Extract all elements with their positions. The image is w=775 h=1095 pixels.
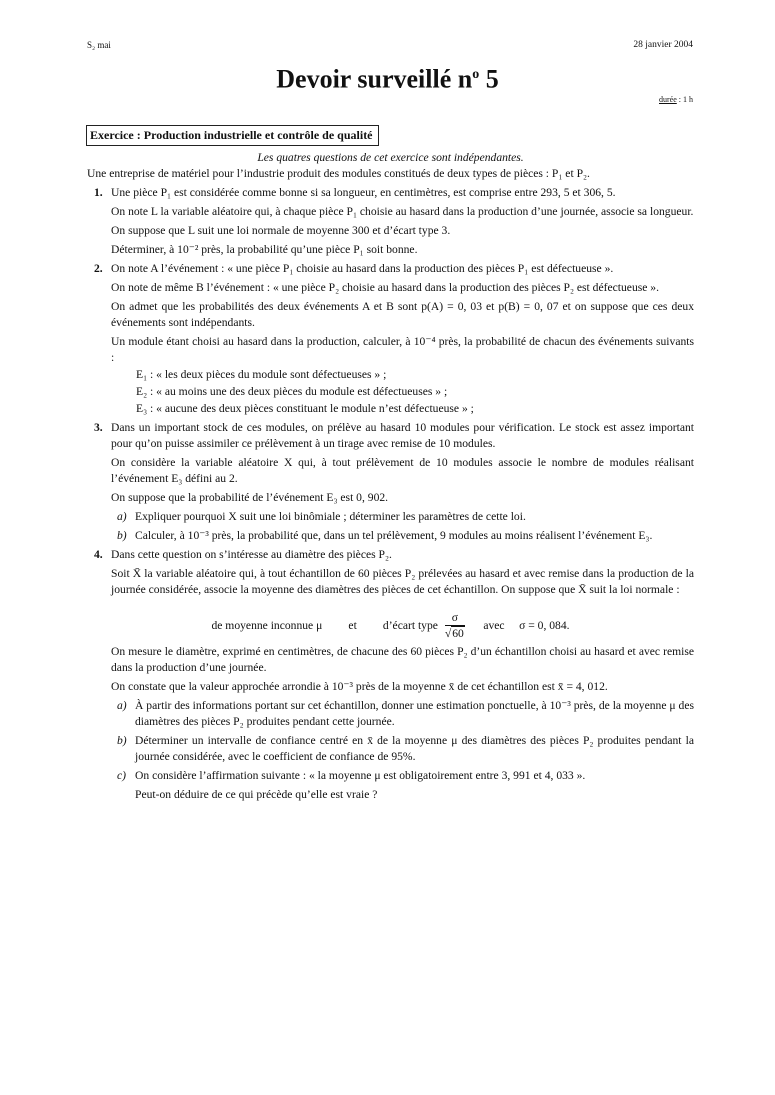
item-label: a) <box>117 699 127 712</box>
item-text: À partir des informations portant sur cet échantillon, donner une estimation ponctuelle, à 10⁻³ près, de la moyenne μ des diamètres des pièces P₂ produites pendant cette journée. <box>135 699 694 728</box>
formula-ecart: d’écart type <box>382 619 438 633</box>
item-text: Expliquer pourquoi X suit une loi binômiale ; déterminer les paramètres de cette loi. <box>135 510 526 523</box>
duration-label <box>659 92 693 108</box>
question-text: On note A l’événement : « une pièce P₁ choisie au hasard dans la production des pièces P₁ est défectueuse ». <box>111 262 614 275</box>
fraction <box>445 611 465 642</box>
question-text: Dans un important stock de ces modules, on prélève au hasard 10 modules pour vérification. Le stock est assez important pour qu’on puisse assimiler ce prélèvement à un tirage avec remise de 10 modules. <box>111 421 694 450</box>
question-4c <box>87 768 694 803</box>
exercise-context: Une entreprise de matériel pour l’industrie produit des modules constitués de deux types de pièces : P₁ et P₂. <box>87 167 590 180</box>
sqrt-radicand: 60 <box>452 627 464 640</box>
duration-value: : 1 h <box>676 95 693 104</box>
header-class: S₂ mai <box>87 40 111 50</box>
question-4 <box>87 547 694 563</box>
question-2-paragraph: On admet que les probabilités des deux événements A et B sont p(A) = 0, 03 et p(B) = 0, 07 et on suppose que ces deux événements sont indépendants. <box>111 300 694 329</box>
item-label: c) <box>117 769 127 782</box>
formula-mean: de moyenne inconnue μ <box>211 619 323 633</box>
question-3-paragraph: On considère la variable aléatoire X qui, à tout prélèvement de 10 modules associe le nombre de modules réalisant l’événement E₃ défini au 2. <box>111 456 694 485</box>
question-2-paragraph: Un module étant choisi au hasard dans la production, calculer, à 10⁻⁴ près, la probabilité de chacun des événements suivants : <box>111 335 694 364</box>
title-o: o <box>472 67 480 82</box>
exercise-intro: Les quatres questions de cet exercice sont indépendantes. <box>257 151 524 164</box>
page-title <box>0 60 775 95</box>
formula-et: et <box>348 619 357 633</box>
question-4b <box>87 733 694 765</box>
question-text: Une pièce P₁ est considérée comme bonne si sa longueur, en centimètres, est comprise entre 293, 5 et 306, 5. <box>111 186 616 199</box>
duration-word: durée <box>659 95 677 104</box>
title-number: 5 <box>485 64 499 94</box>
item-label: a) <box>117 510 127 523</box>
question-4-paragraph: On constate que la valeur approchée arrondie à 10⁻³ près de la moyenne x̄ de cet échantillon est x̄ = 4, 012. <box>111 680 608 693</box>
event-e2: E₂ : « au moins une des deux pièces du module est défectueuses » ; <box>136 385 448 398</box>
question-3a <box>87 509 694 525</box>
question-1-paragraph: On note L la variable aléatoire qui, à chaque pièce P₁ choisie au hasard dans la production d’une journée, associe sa longueur. <box>111 205 694 218</box>
question-number: 1. <box>94 186 103 199</box>
question-2-paragraph: On note de même B l’événement : « une pièce P₂ choisie au hasard dans la production des pièces P₂ est défectueuse ». <box>111 281 659 294</box>
question-3b <box>87 528 694 544</box>
exercise-content <box>87 150 694 803</box>
item-text-followup: Peut-on déduire de ce qui précède qu’elle est vraie ? <box>135 788 378 801</box>
question-1-paragraph: On suppose que L suit une loi normale de moyenne 300 et d’écart type 3. <box>111 224 451 237</box>
question-1-paragraph: Déterminer, à 10⁻² près, la probabilité qu’une pièce P₁ soit bonne. <box>111 243 418 256</box>
event-e1: E₁ : « les deux pièces du module sont défectueuses » ; <box>136 368 387 381</box>
fraction-numerator: σ <box>445 611 465 626</box>
item-label: b) <box>117 734 127 747</box>
normal-law-formula <box>87 604 694 640</box>
exercise-title-box: Exercice : Production industrielle et contrôle de qualité <box>86 125 379 146</box>
formula-sigma: σ = 0, 084. <box>519 619 570 633</box>
title-n: n <box>457 64 473 94</box>
question-4-paragraph: Soit X̄ la variable aléatoire qui, à tout échantillon de 60 pièces P₂ prélevées au hasard et avec remise dans la production de la journée considérée, associe la moyenne des diamètres des pièces de cet échantillon. On suppose que X̄ suit la loi normale : <box>111 567 694 596</box>
formula-line <box>87 611 694 642</box>
title-text: Devoir surveillé <box>276 64 452 94</box>
question-2 <box>87 261 694 277</box>
item-text: On considère l’affirmation suivante : « la moyenne μ est obligatoirement entre 3, 991 et 4, 033 ». <box>135 769 586 782</box>
question-number: 4. <box>94 548 103 561</box>
header-date: 28 janvier 2004 <box>633 40 693 50</box>
formula-avec: avec <box>483 619 505 633</box>
item-text: Calculer, à 10⁻³ près, la probabilité que, dans un tel prélèvement, 9 modules au moins réalisent l’événement E₃. <box>135 529 653 542</box>
question-text: Dans cette question on s’intéresse au diamètre des pièces P₂. <box>111 548 392 561</box>
question-3 <box>87 420 694 452</box>
question-number: 3. <box>94 421 103 434</box>
question-3-paragraph: On suppose que la probabilité de l’événement E₃ est 0, 902. <box>111 491 389 504</box>
item-label: b) <box>117 529 127 542</box>
event-e3: E₃ : « aucune des deux pièces constituant le module n’est défectueuse » ; <box>136 402 474 415</box>
fraction-denominator: √60 <box>444 627 464 640</box>
question-4-paragraph: On mesure le diamètre, exprimé en centimètres, de chacune des 60 pièces P₂ d’un échantillon choisi au hasard et avec remise dans la production d’une journée. <box>111 645 694 674</box>
item-text: Déterminer un intervalle de confiance centré en x̄ de la moyenne μ des diamètres des pièces P₂ produites pendant la journée considérée, avec le coefficient de confiance de 95%. <box>135 734 694 763</box>
question-4a <box>87 698 694 730</box>
question-1 <box>87 185 694 201</box>
question-number: 2. <box>94 262 103 275</box>
